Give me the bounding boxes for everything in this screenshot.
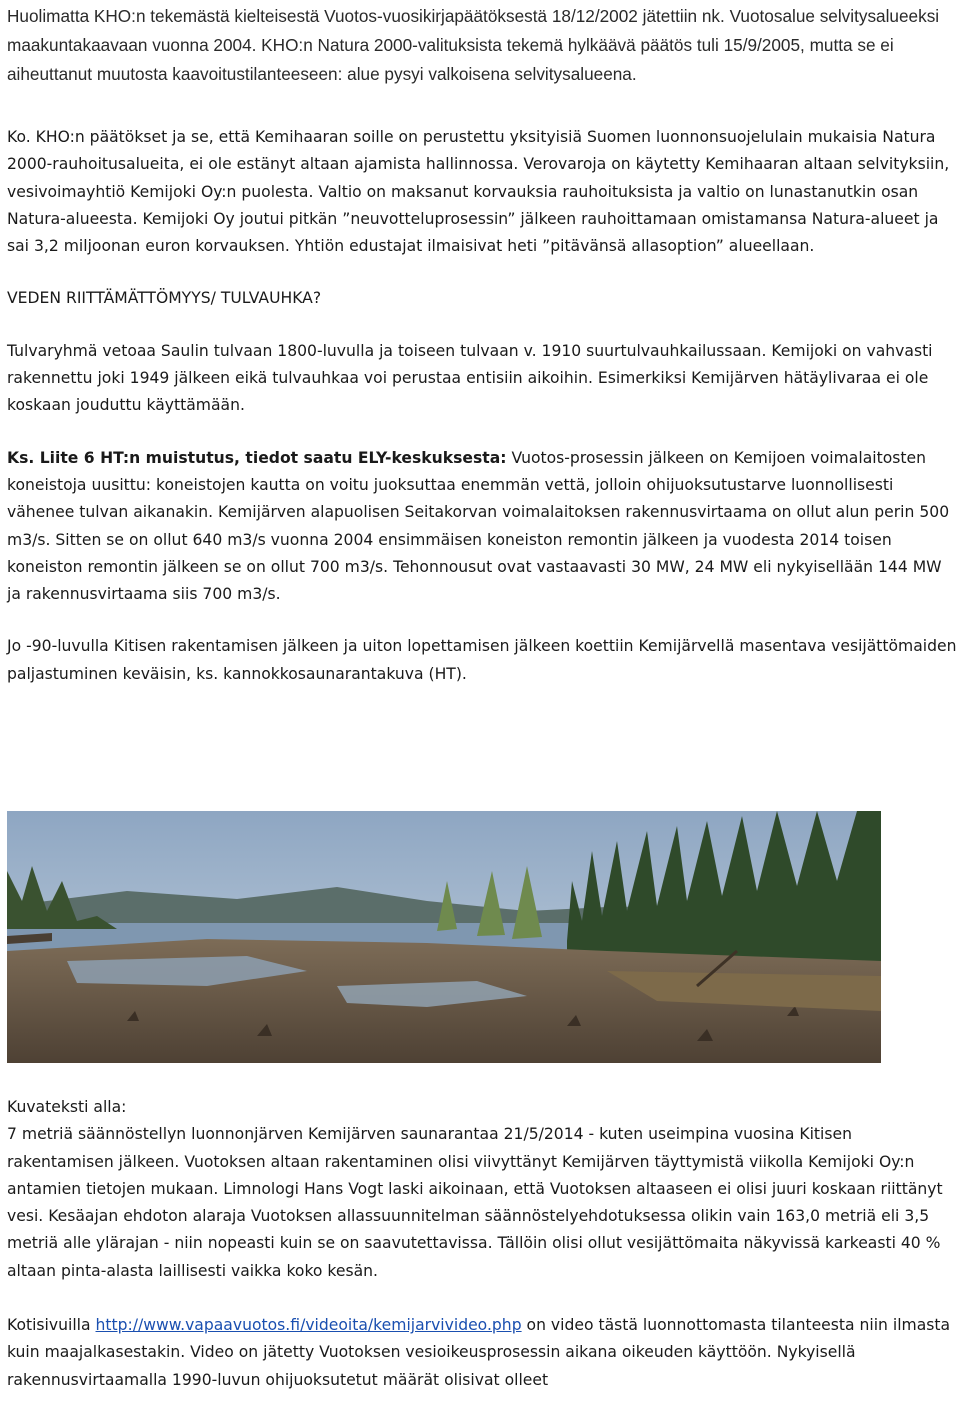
caption-label: Kuvateksti alla: [7, 1098, 127, 1116]
video-prefix: Kotisivuilla [7, 1316, 96, 1335]
paragraph-intro: Huolimatta KHO:n tekemästä kielteisestä Vuotos-vuosikirjapäätöksestä 18/12/2002 jätettiin nk. Vuotosalue selvitysalueeksi maakuntakaavaan vuonna 2004. KHO:n Natura 2000-valituksista tekemä hylkäävä päätös tuli 15/9/2005, mutta se ei aiheuttanut muutosta kaavoitustilanteeseen: alue pysyi valkoisena selvitysalueena. [7, 6, 940, 84]
intro-section [7, 2, 957, 103]
paragraph-kitinen: Jo -90-luvulla Kitisen rakentamisen jälkeen ja uiton lopettamisen jälkeen koettiin Kemijärvellä masentava vesijättömaiden paljastuminen keväisin, ks. kannokkosaunarantakuva (HT). [7, 637, 957, 683]
caption-block [7, 1094, 959, 1285]
paragraph-flood-risk: Tulvaryhmä vetoaa Saulin tulvaan 1800-luvulla ja toiseen tulvaan v. 1910 suurtulvauhkailussaan. Kemijoki on vahvasti rakennettu joki 1949 jälkeen eikä tulvauhkaa voi perustaa entisiin aikoihin. Esimerkiksi Kemijärven hätäylivaraa ei ole koskaan jouduttu käyttämään. [7, 341, 933, 415]
section-heading: VEDEN RIITTÄMÄTTÖMYYS/ TULVAUHKA? [7, 289, 322, 308]
shore-photo [7, 811, 881, 1063]
paragraph-ely-text: Vuotos-prosessin jälkeen on Kemijoen voimalaitosten koneistoja uusittu: koneistojen kautta on voitu juoksuttaa enemmän vettä, jolloin ohijuoksutustarve luonnollisesti vähenee tulvan aikanakin. Kemijärven alapuolisen Seitakorvan voimalaitoksen rakennusvirtaama on ollut alun perin 500 m3/s. Sitten se on ollut 640 m3/s vuonna 2004 ensimmäisen koneiston remontin jälkeen ja vuodesta 2014 toisen koneiston remontin jälkeen se on ollut 700 m3/s. Tehonnousut ovat vastaavasti 30 MW, 24 MW eli nykyisellään 144 MW ja rakennusvirtaama siis 700 m3/s. [7, 448, 950, 604]
body-section [7, 124, 959, 715]
caption-text: 7 metriä säännöstellyn luonnonjärven Kemijärven saunarantaa 21/5/2014 - kuten useimpina vuosina Kitisen rakentamisen jälkeen. Vuotoksen altaan rakentaminen olisi viivyttänyt Kemijärven täyttymistä viikolla Kemijoki Oy:n antamien tietojen mukaan. Limnologi Hans Vogt laski aikoinaan, että Vuotoksen altaaseen ei olisi juuri koskaan riittänyt vesi. Kesäajan ehdoton alaraja Vuotoksen allassuunnitelman säännöstelyehdotuksessa olikin vain 163,0 metriä eli 3,5 metriä alle ylärajan - niin nopeasti kuin se on saavutettavissa. Tällöin olisi ollut vesijättömaita näkyvissä karkeasti 40 % altaan pinta-alasta laillisesti vaikka koko kesän. [7, 1125, 943, 1280]
video-suffix: on video tästä luonnottomasta tilanteesta niin ilmasta kuin maajalkasestakin. Video on jätetty Vuotoksen vesioikeusprosessin aikana oikeuden käyttöön. Nykyisellä rakennusvirtaamalla 1990-luvun ohijuoksutetut määrät olisivat olleet [7, 1316, 951, 1389]
bold-lead: Ks. Liite 6 HT:n muistutus, tiedot saatu ELY-keskuksesta: [7, 448, 507, 467]
video-link[interactable]: http://www.vapaavuotos.fi/videoita/kemijarvivideo.php [95, 1316, 522, 1335]
photo-illustration [7, 811, 881, 1063]
paragraph-ely-notes [7, 445, 959, 609]
paragraph-kho-decisions: Ko. KHO:n päätökset ja se, että Kemihaaran soille on perustettu yksityisiä Suomen luonnonsuojelulain mukaisia Natura 2000-rauhoitusalueita, ei ole estänyt altaan ajamista hallinnossa. Verovaroja on käytetty Kemihaaran altaan selvityksiin, vesivoimayhtiö Kemijoki Oy:n puolesta. Valtio on maksanut korvauksia rauhoituksista ja valtio on lunastanutkin osan Natura-alueesta. Kemijoki Oy joutui pitkän ”neuvotteluprosessin” jälkeen rauhoittamaan omistamansa Natura-alueet ja sai 3,2 miljoonan euron korvauksen. Yhtiön edustajat ilmaisivat heti ”pitävänsä allasoption” alueellaan. [7, 128, 950, 256]
caption-section [7, 1094, 959, 1421]
paragraph-video [7, 1312, 959, 1394]
